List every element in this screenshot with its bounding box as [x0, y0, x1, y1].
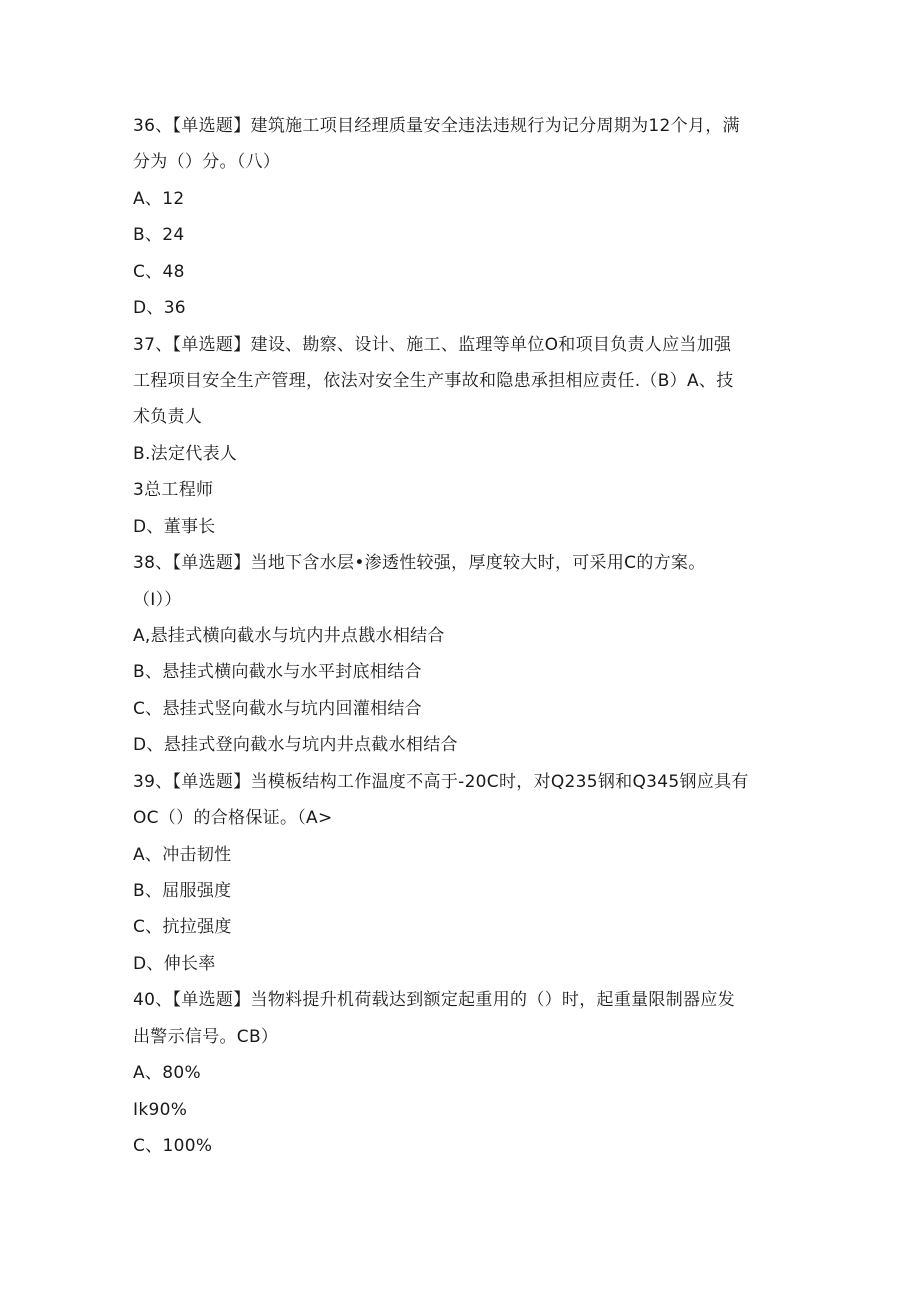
q40-line-1: 40、【单选题】当物料提升机荷载达到额定起重用的（）时，起重量限制器应发	[133, 990, 735, 1010]
q39-line-2: OC（）的合格保证。（A>	[133, 808, 333, 828]
q37-line-2: 工程项目安全生产管理，依法对安全生产事故和隐患承担相应责任.（B）A、技	[133, 371, 734, 391]
q37-option-b: B.法定代表人	[133, 444, 238, 464]
q39-option-a: A、冲击韧性	[133, 845, 232, 865]
q39-option-b: B、屈服强度	[133, 881, 232, 901]
q39-line-1: 39、【单选题】当模板结构工作温度不高于-20C时，对Q235钢和Q345钢应具有	[133, 772, 749, 792]
q36-option-b: B、24	[133, 225, 185, 245]
q36-line-2: 分为（）分。（八）	[133, 152, 281, 172]
q40-option-a: A、80%	[133, 1063, 201, 1083]
q37-option-d: D、董事长	[133, 517, 216, 537]
q40-option-c: C、100%	[133, 1136, 213, 1156]
q38-option-a: A,悬挂式横向截水与坑内井点戡水相结合	[133, 626, 445, 646]
q36-option-c: C、48	[133, 262, 185, 282]
q38-option-b: B、悬挂式横向截水与水平封底相结合	[133, 662, 422, 682]
q38-line-2: （I））	[133, 590, 182, 610]
q39-option-c: C、抗拉强度	[133, 917, 232, 937]
q37-line-1: 37、【单选题】建设、勘察、设计、施工、监理等单位O和项目负责人应当加强	[133, 335, 732, 355]
q40-option-b: Ik90%	[133, 1100, 188, 1120]
q38-option-d: D、悬挂式登向截水与坑内井点截水相结合	[133, 735, 458, 755]
q36-line-1: 36、【单选题】建筑施工项目经理质量安全违法违规行为记分周期为12个月，满	[133, 116, 740, 136]
q39-option-d: D、伸长率	[133, 954, 216, 974]
q38-line-1: 38、【单选题】当地下含水层•渗透性较强，厚度较大时，可采用C的方案。	[133, 553, 706, 573]
q36-option-a: A、12	[133, 189, 185, 209]
q38-option-c: C、悬挂式竖向截水与坑内回灌相结合	[133, 699, 422, 719]
q40-line-2: 出警示信号。CB）	[133, 1027, 279, 1047]
q37-option-c: 3总工程师	[133, 480, 214, 500]
q37-line-3: 术负责人	[133, 407, 203, 427]
q36-option-d: D、36	[133, 298, 186, 318]
